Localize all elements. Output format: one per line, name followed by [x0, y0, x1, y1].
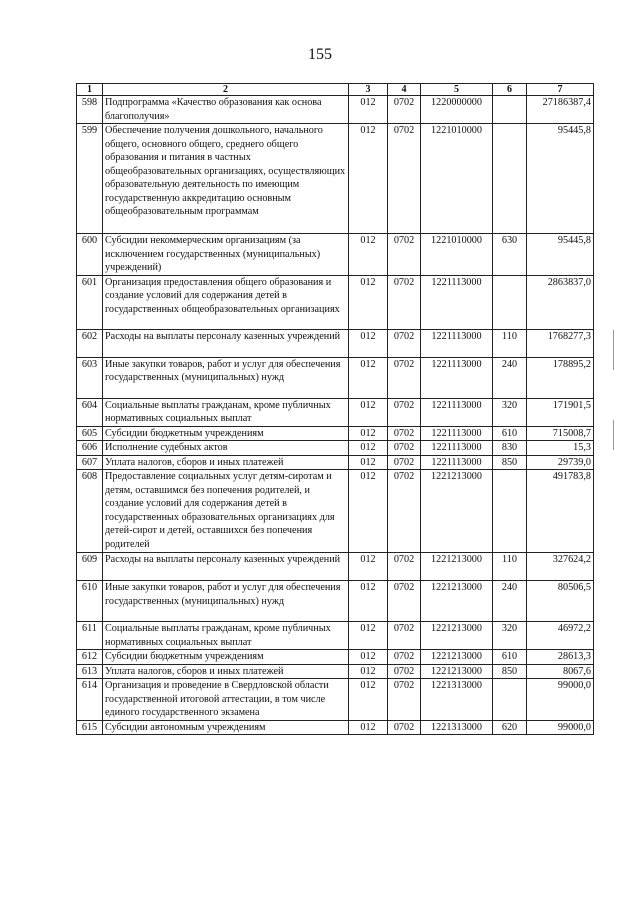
- target-article: 1221213000: [421, 470, 493, 553]
- amount: 80506,5: [527, 581, 594, 622]
- section-code: 0702: [388, 398, 421, 426]
- table-row: [77, 650, 594, 665]
- expense-name: Уплата налогов, сборов и иных платежей: [103, 664, 349, 679]
- margin-mark: [613, 420, 614, 450]
- table-row: [77, 426, 594, 441]
- amount: 491783,8: [527, 470, 594, 553]
- expense-type: [493, 275, 527, 329]
- section-code: 0702: [388, 664, 421, 679]
- amount: 327624,2: [527, 553, 594, 581]
- grbs-code: 012: [349, 234, 388, 276]
- target-article: 1221113000: [421, 357, 493, 398]
- expense-name: Уплата налогов, сборов и иных платежей: [103, 455, 349, 470]
- expense-type: [493, 470, 527, 553]
- table-row: [77, 455, 594, 470]
- grbs-code: 012: [349, 441, 388, 456]
- table-row: [77, 398, 594, 426]
- expense-type: [493, 124, 527, 234]
- section-code: 0702: [388, 622, 421, 650]
- expense-name: Социальные выплаты гражданам, кроме публичных нормативных социальных выплат: [103, 622, 349, 650]
- target-article: 1220000000: [421, 96, 493, 124]
- section-code: 0702: [388, 441, 421, 456]
- expense-name: Исполнение судебных актов: [103, 441, 349, 456]
- table-header-row: [77, 84, 594, 96]
- target-article: 1221213000: [421, 622, 493, 650]
- grbs-code: 012: [349, 553, 388, 581]
- table-row: [77, 553, 594, 581]
- amount: 171901,5: [527, 398, 594, 426]
- expense-type: 630: [493, 234, 527, 276]
- expense-type: 850: [493, 664, 527, 679]
- target-article: 1221313000: [421, 720, 493, 735]
- grbs-code: 012: [349, 275, 388, 329]
- target-article: 1221213000: [421, 553, 493, 581]
- grbs-code: 012: [349, 398, 388, 426]
- column-header: 4: [388, 84, 421, 96]
- row-number: 604: [77, 398, 103, 426]
- expense-name: Предоставление социальных услуг детям-сиротам и детям, оставшимся без попечения родителей, и создание условий для содержания детей в государственных образовательных организациях для детей-сирот и детей, оставшихся без попечения родителей: [103, 470, 349, 553]
- expense-name: Иные закупки товаров, работ и услуг для обеспечения государственных (муниципальных) нужд: [103, 357, 349, 398]
- grbs-code: 012: [349, 455, 388, 470]
- row-number: 615: [77, 720, 103, 735]
- grbs-code: 012: [349, 679, 388, 721]
- section-code: 0702: [388, 650, 421, 665]
- expense-name: Подпрограмма «Качество образования как основа благополучия»: [103, 96, 349, 124]
- expense-name: Иные закупки товаров, работ и услуг для обеспечения государственных (муниципальных) нужд: [103, 581, 349, 622]
- row-number: 600: [77, 234, 103, 276]
- margin-mark: [613, 330, 614, 370]
- amount: 95445,8: [527, 234, 594, 276]
- section-code: 0702: [388, 679, 421, 721]
- column-header: 3: [349, 84, 388, 96]
- grbs-code: 012: [349, 622, 388, 650]
- expense-type: 830: [493, 441, 527, 456]
- target-article: 1221113000: [421, 329, 493, 357]
- section-code: 0702: [388, 426, 421, 441]
- row-number: 609: [77, 553, 103, 581]
- grbs-code: 012: [349, 329, 388, 357]
- row-number: 605: [77, 426, 103, 441]
- target-article: 1221113000: [421, 275, 493, 329]
- section-code: 0702: [388, 455, 421, 470]
- row-number: 599: [77, 124, 103, 234]
- row-number: 607: [77, 455, 103, 470]
- expense-name: Организация и проведение в Свердловской области государственной итоговой аттестации, в том числе единого государственного экзамена: [103, 679, 349, 721]
- row-number: 602: [77, 329, 103, 357]
- table-row: [77, 441, 594, 456]
- table-row: [77, 679, 594, 721]
- table-row: [77, 124, 594, 234]
- table-row: [77, 622, 594, 650]
- column-header: 6: [493, 84, 527, 96]
- section-code: 0702: [388, 96, 421, 124]
- row-number: 598: [77, 96, 103, 124]
- grbs-code: 012: [349, 581, 388, 622]
- table-row: [77, 581, 594, 622]
- column-header: 1: [77, 84, 103, 96]
- row-number: 613: [77, 664, 103, 679]
- table-row: [77, 664, 594, 679]
- section-code: 0702: [388, 329, 421, 357]
- table-row: [77, 275, 594, 329]
- row-number: 608: [77, 470, 103, 553]
- expense-type: 320: [493, 398, 527, 426]
- grbs-code: 012: [349, 96, 388, 124]
- budget-table: [76, 83, 594, 735]
- table-row: [77, 470, 594, 553]
- column-header: 5: [421, 84, 493, 96]
- amount: 28613,3: [527, 650, 594, 665]
- amount: 15,3: [527, 441, 594, 456]
- row-number: 612: [77, 650, 103, 665]
- amount: 99000,0: [527, 720, 594, 735]
- table-row: [77, 96, 594, 124]
- table-row: [77, 329, 594, 357]
- section-code: 0702: [388, 553, 421, 581]
- section-code: 0702: [388, 357, 421, 398]
- target-article: 1221213000: [421, 664, 493, 679]
- section-code: 0702: [388, 581, 421, 622]
- target-article: 1221010000: [421, 234, 493, 276]
- expense-name: Расходы на выплаты персоналу казенных учреждений: [103, 329, 349, 357]
- row-number: 606: [77, 441, 103, 456]
- expense-type: 110: [493, 553, 527, 581]
- row-number: 603: [77, 357, 103, 398]
- expense-name: Субсидии бюджетным учреждениям: [103, 650, 349, 665]
- expense-type: [493, 96, 527, 124]
- grbs-code: 012: [349, 426, 388, 441]
- table-row: [77, 357, 594, 398]
- expense-name: Субсидии бюджетным учреждениям: [103, 426, 349, 441]
- amount: 27186387,4: [527, 96, 594, 124]
- section-code: 0702: [388, 234, 421, 276]
- expense-name: Социальные выплаты гражданам, кроме публичных нормативных социальных выплат: [103, 398, 349, 426]
- grbs-code: 012: [349, 650, 388, 665]
- section-code: 0702: [388, 720, 421, 735]
- expense-type: 610: [493, 650, 527, 665]
- section-code: 0702: [388, 124, 421, 234]
- amount: 8067,6: [527, 664, 594, 679]
- amount: 715008,7: [527, 426, 594, 441]
- amount: 178895,2: [527, 357, 594, 398]
- target-article: 1221213000: [421, 650, 493, 665]
- expense-type: 110: [493, 329, 527, 357]
- grbs-code: 012: [349, 720, 388, 735]
- row-number: 614: [77, 679, 103, 721]
- expense-type: [493, 679, 527, 721]
- expense-name: Обеспечение получения дошкольного, начального общего, основного общего, среднего общего образования и питания в частных общеобразовательных организациях, осуществляющих образовательную деятельность по имеющим государственную аккредитацию основным общеобразовательным программам: [103, 124, 349, 234]
- column-header: 7: [527, 84, 594, 96]
- grbs-code: 012: [349, 470, 388, 553]
- target-article: 1221313000: [421, 679, 493, 721]
- expense-name: Субсидии автономным учреждениям: [103, 720, 349, 735]
- expense-type: 620: [493, 720, 527, 735]
- table-row: [77, 720, 594, 735]
- page-number: 155: [308, 46, 332, 63]
- expense-name: Расходы на выплаты персоналу казенных учреждений: [103, 553, 349, 581]
- row-number: 611: [77, 622, 103, 650]
- amount: 29739,0: [527, 455, 594, 470]
- row-number: 601: [77, 275, 103, 329]
- section-code: 0702: [388, 470, 421, 553]
- expense-type: 240: [493, 581, 527, 622]
- amount: 46972,2: [527, 622, 594, 650]
- target-article: 1221113000: [421, 455, 493, 470]
- amount: 95445,8: [527, 124, 594, 234]
- amount: 2863837,0: [527, 275, 594, 329]
- amount: 99000,0: [527, 679, 594, 721]
- grbs-code: 012: [349, 357, 388, 398]
- row-number: 610: [77, 581, 103, 622]
- table-body: [77, 96, 594, 735]
- expense-type: 850: [493, 455, 527, 470]
- table-row: [77, 234, 594, 276]
- target-article: 1221213000: [421, 581, 493, 622]
- amount: 1768277,3: [527, 329, 594, 357]
- target-article: 1221113000: [421, 426, 493, 441]
- expense-type: 320: [493, 622, 527, 650]
- expense-name: Субсидии некоммерческим организациям (за исключением государственных (муниципальных) учреждений): [103, 234, 349, 276]
- column-header: 2: [103, 84, 349, 96]
- expense-name: Организация предоставления общего образования и создание условий для содержания детей в государственных общеобразовательных организациях: [103, 275, 349, 329]
- grbs-code: 012: [349, 124, 388, 234]
- section-code: 0702: [388, 275, 421, 329]
- target-article: 1221010000: [421, 124, 493, 234]
- target-article: 1221113000: [421, 441, 493, 456]
- grbs-code: 012: [349, 664, 388, 679]
- expense-type: 240: [493, 357, 527, 398]
- expense-type: 610: [493, 426, 527, 441]
- target-article: 1221113000: [421, 398, 493, 426]
